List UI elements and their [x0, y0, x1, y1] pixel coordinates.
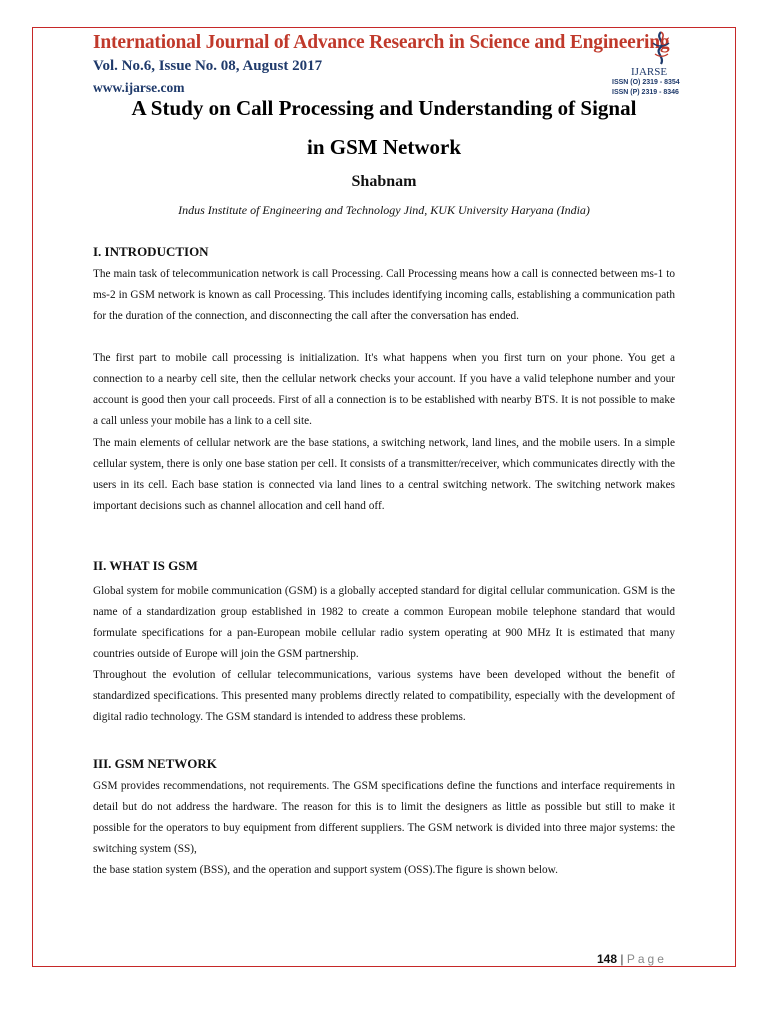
paper-title-line-1: A Study on Call Processing and Understanding of Signal: [131, 96, 637, 120]
paragraph: the base station system (BSS), and the operation and support system (OSS).The figure is shown below.: [93, 864, 558, 876]
section-heading-introduction: I. INTRODUCTION: [93, 244, 209, 259]
page-footer: [597, 952, 667, 966]
page-number: 148: [597, 952, 618, 966]
footer-separator: |: [620, 952, 624, 966]
paragraph: GSM provides recommendations, not requirements. The GSM specifications define the functions and interface requirements in detail but do not address the hardware. The reason for this is to limit the designers as little as possible but still to make it possible for the operators to buy equipment from different suppliers. The GSM network is divided into three major systems: the switching system (SS),: [93, 780, 675, 855]
journal-website[interactable]: www.ijarse.com: [93, 80, 185, 95]
author-affiliation: Indus Institute of Engineering and Technology Jind, KUK University Haryana (India): [178, 203, 590, 217]
paper-title-line-2: in GSM Network: [307, 135, 461, 159]
section-heading-gsm-network: III. GSM NETWORK: [93, 756, 217, 771]
section-heading-what-is-gsm: II. WHAT IS GSM: [93, 558, 198, 573]
paragraph: The main task of telecommunication network is call Processing. Call Processing means how a call is connected between ms-1 to ms-2 in GSM network is known as call Processing. This includes identifying incoming calls, establishing a communication path for the duration of the connection, and disconnecting the call after the conversation has ended.: [93, 268, 675, 322]
logo-name: IJARSE: [631, 66, 668, 78]
author-name: Shabnam: [351, 173, 417, 190]
paragraph: The first part to mobile call processing is initialization. It's what happens when you first turn on your phone. You get a connection to a nearby cell site, then the cellular network checks your account. If you have a valid telephone number and your account is good then your call proceeds. First of all a connection is to be established with nearby BTS. It is not possible to make a call unless your mobile has a link to a cell site.: [93, 352, 675, 427]
journal-volume: Vol. No.6, Issue No. 08, August 2017: [93, 58, 323, 74]
page-label: Page: [626, 952, 667, 966]
journal-title: International Journal of Advance Research in Science and Engineering: [93, 32, 670, 53]
paragraph: Global system for mobile communication (GSM) is a globally accepted standard for digital cellular communication. GSM is the name of a standardization group established in 1982 to create a common European mobile telephone standard that would formulate specifications for a pan-European mobile cellular radio system operating at 900 MHz It is estimated that many countries outside of Europe will join the GSM partnership.: [93, 585, 675, 660]
issn-online: ISSN (O) 2319 - 8354: [612, 79, 680, 86]
issn-print: ISSN (P) 2319 - 8346: [612, 89, 679, 96]
paragraph: Throughout the evolution of cellular telecommunications, various systems have been developed without the benefit of standardized specifications. This presented many problems directly related to compatibility, especially with the development of digital radio technology. The GSM standard is intended to address these problems.: [93, 669, 675, 723]
paragraph: The main elements of cellular network are the base stations, a switching network, land lines, and the mobile users. In a simple cellular system, there is only one base station per cell. It consists of a transmitter/receiver, which communicates directly with the users in its cell. Each base station is connected via land lines to a central switching network. The switching network makes important decisions such as channel allocation and cell hand off.: [93, 437, 675, 512]
ijarse-logo-icon: [646, 30, 676, 66]
